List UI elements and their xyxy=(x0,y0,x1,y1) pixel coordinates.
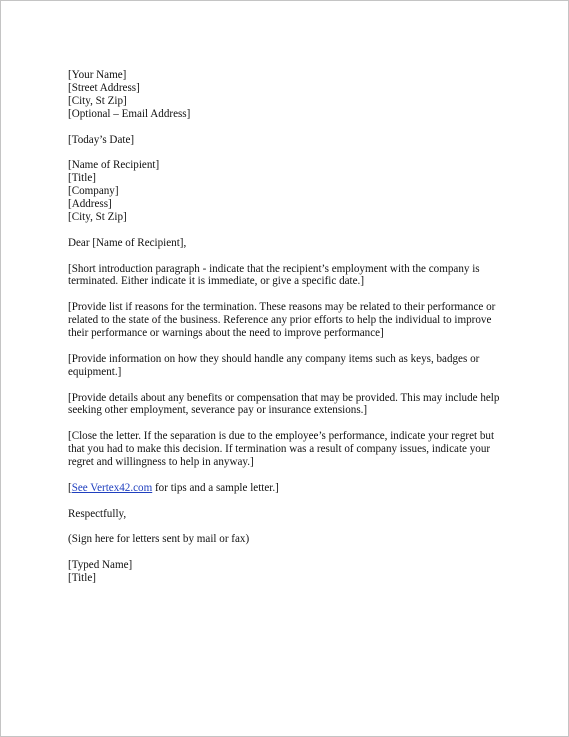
sender-city: [City, St Zip] xyxy=(68,94,127,107)
paragraph-reasons xyxy=(68,301,508,340)
paragraph-line: their performance or warnings about the need to improve performance] xyxy=(68,327,384,340)
letter-date: [Today’s Date] xyxy=(68,133,135,146)
tip-rest-text: for tips and a sample letter.] xyxy=(152,481,279,494)
paragraph-line: equipment.] xyxy=(68,365,122,378)
vertex42-link[interactable]: See Vertex42.com xyxy=(71,481,153,494)
paragraph-line: regret and willingness to help in anyway.] xyxy=(68,456,254,469)
recipient-address: [Address] xyxy=(68,198,112,211)
recipient-city: [City, St Zip] xyxy=(68,210,127,223)
recipient-name: [Name of Recipient] xyxy=(68,159,160,172)
paragraph-line: [Short introduction paragraph - indicate that the recipient’s employment with the company is xyxy=(68,262,480,275)
paragraph-benefits xyxy=(68,392,508,418)
tip-line xyxy=(68,482,508,495)
recipient-block xyxy=(68,159,508,224)
paragraph-line: [Close the letter. If the separation is due to the employee’s performance, indicate your regret but xyxy=(68,430,495,443)
date-block xyxy=(68,134,508,147)
signoff-text: Respectfully, xyxy=(68,507,127,520)
paragraph-line: [Provide list if reasons for the termination. These reasons may be related to their performance or xyxy=(68,301,496,314)
paragraph-intro xyxy=(68,263,508,289)
paragraph-line: related to the state of the business. Reference any prior efforts to help the individual to improve xyxy=(68,314,492,327)
letter-body xyxy=(68,69,508,585)
paragraph-line: terminated. Either indicate it is immediate, or give a specific date.] xyxy=(68,275,365,288)
sign-note-block xyxy=(68,533,508,546)
sign-note-text: (Sign here for letters sent by mail or fax) xyxy=(68,533,250,546)
signature-block xyxy=(68,559,508,585)
salutation-text: Dear [Name of Recipient], xyxy=(68,236,187,249)
sender-email: [Optional – Email Address] xyxy=(68,107,191,120)
tip-paragraph xyxy=(68,482,508,495)
sender-block xyxy=(68,69,508,121)
salutation xyxy=(68,237,508,250)
paragraph-company-items xyxy=(68,353,508,379)
recipient-company: [Company] xyxy=(68,185,119,198)
paragraph-line: [Provide details about any benefits or compensation that may be provided. This may include help xyxy=(68,391,500,404)
signature-title: [Title] xyxy=(68,572,96,585)
recipient-title: [Title] xyxy=(68,172,96,185)
tip-open-bracket: [ xyxy=(68,481,72,494)
paragraph-line: [Provide information on how they should handle any company items such as keys, badges or xyxy=(68,352,480,365)
signoff-block xyxy=(68,508,508,521)
paragraph-line: that you had to make this decision. If termination was a result of company issues, indicate your xyxy=(68,443,491,456)
paragraph-line: seeking other employment, severance pay or insurance extensions.] xyxy=(68,404,368,417)
sender-name: [Your Name] xyxy=(68,69,127,81)
typed-name: [Typed Name] xyxy=(68,559,133,572)
paragraph-closing xyxy=(68,430,508,469)
sender-street: [Street Address] xyxy=(68,81,140,94)
